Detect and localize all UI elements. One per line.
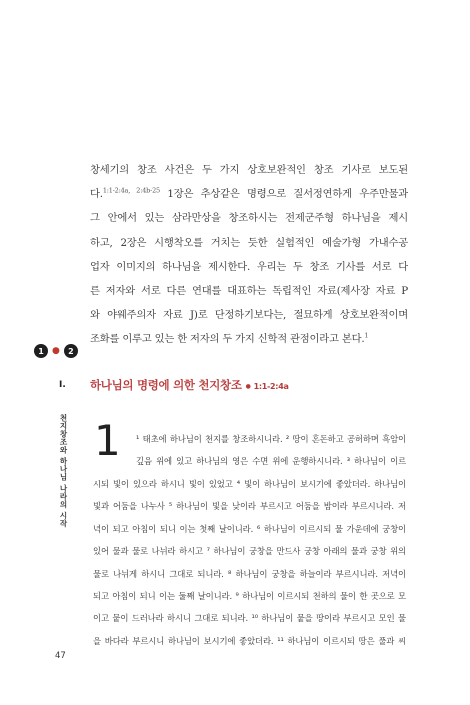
verse-line: 이고 뭍이 드러나라 하시니 그대로 되니라. ¹⁰ 하나님이 뭍을 땅이라 부르시고 모인 물 <box>93 613 406 624</box>
section-badge-1: 1 <box>34 344 48 358</box>
section-badges <box>34 344 78 358</box>
chapter-number: 1 <box>94 416 121 465</box>
verse-line: 되고 아침이 되니 이는 둘째 날이니라. ⁹ 하나님이 이르시되 천하의 물이 한 곳으로 모 <box>93 591 406 602</box>
verses-opening <box>136 428 406 473</box>
scripture-reference: 1:1-2:4a, 2:4b-25 <box>102 186 160 195</box>
verse-line: 을 바다라 부르시니 하나님이 보시기에 좋았더라. ¹¹ 하나님이 이르시되 땅은 풀과 씨 <box>93 635 406 646</box>
section-heading <box>90 377 289 393</box>
footnote-mark: 1 <box>364 332 369 340</box>
verse-line: ¹ 태초에 하나님이 천지를 창조하시니라. ² 땅이 혼돈하고 공허하며 흑암이 <box>136 434 406 444</box>
intro-line <box>90 182 408 206</box>
intro-line: 른 저자와 서로 다른 연대를 대표하는 독립적인 자료(제사장 자료 P <box>90 285 408 298</box>
section-reference: ● 1:1-2:4a <box>246 382 289 391</box>
intro-line: 창세기의 창조 사건은 두 가지 상호보완적인 창조 기사로 보도된 <box>90 164 408 176</box>
intro-line: 하고, 2장은 시행착오를 거치는 듯한 실험적인 예술가형 가내수공 <box>90 236 408 249</box>
verse-line: 물로 나뉘게 하시니 그대로 되니라. ⁸ 하나님이 궁창을 하늘이라 부르시니라. 저녁이 <box>93 568 406 579</box>
verse-line: 있어 물과 물로 나뉘라 하시고 ⁷ 하나님이 궁창을 만드사 궁창 아래의 물과 궁창 위의 <box>93 546 406 557</box>
intro-paragraph <box>90 158 408 352</box>
intro-line: 업자 이미지의 하나님을 제시한다. 우리는 두 창조 기사를 서로 다 <box>90 260 408 273</box>
section-title: 하나님의 명령에 의한 천지창조 <box>90 378 242 392</box>
intro-line: 그 안에서 있는 삼라만상을 창조하시는 전제군주형 하나님을 제시 <box>90 212 408 225</box>
page-number: 47 <box>55 651 66 661</box>
badge-separator-dot: ● <box>52 346 60 356</box>
intro-line: 와 야웨주의자 자료 J)로 단정하기보다는, 절묘하게 상호보완적이며 <box>90 309 408 322</box>
section-badge-2: 2 <box>64 344 78 358</box>
verse-line: 깊음 위에 있고 하나님의 영은 수면 위에 운행하시니라. ³ 하나님이 이르 <box>136 456 406 467</box>
verse-line: 녁이 되고 아침이 되니 이는 첫째 날이니라. ⁶ 하나님이 이르시되 물 가운데에 궁창이 <box>93 523 406 534</box>
intro-line-body: 조화를 이루고 있는 한 저자의 두 가지 신학적 관점이라고 본다. <box>90 333 365 346</box>
verse-line: 시되 빛이 있으라 하시니 빛이 있었고 ⁴ 빛이 하나님이 보시기에 좋았더라. 하나님이 <box>93 479 406 489</box>
intro-line-body: 1장은 추상같은 명령으로 질서정연하게 우주만물과 <box>167 188 408 201</box>
intro-line-lead: 다. <box>90 188 103 201</box>
section-roman-numeral: I. <box>59 380 66 390</box>
verse-line: 빛과 어둠을 나누사 ⁵ 하나님이 빛을 낮이라 부르시고 어둠을 밤이라 부르시니라. 저 <box>93 501 406 512</box>
intro-line <box>90 327 408 351</box>
side-running-title: 천지창조와 하나님 나라의 시작 <box>59 414 68 528</box>
verses-body <box>93 473 406 652</box>
